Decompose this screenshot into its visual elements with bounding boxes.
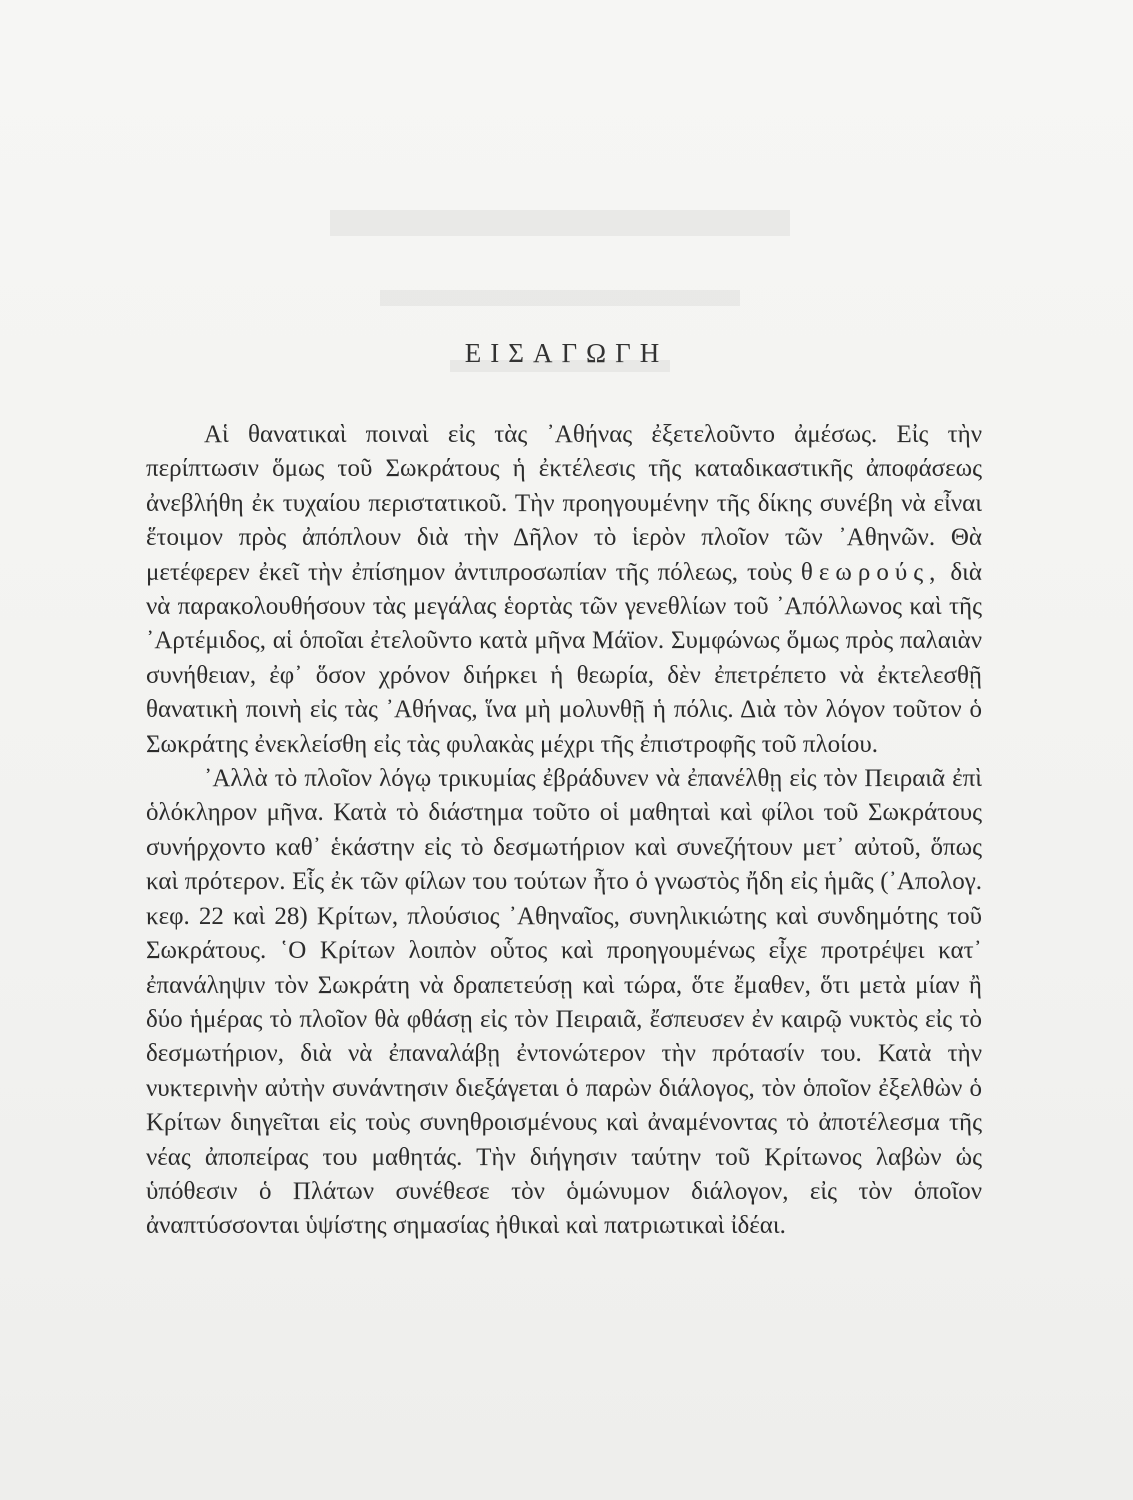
paragraph-1	[146, 418, 982, 762]
page-title: ΕΙΣΑΓΩΓΗ	[464, 338, 669, 368]
show-through-bleed	[300, 170, 820, 430]
paragraph-1-text-a: Αἱ θανατικαὶ ποιναὶ εἰς τὰς ᾿Αθήνας ἐξετελοῦντο ἀμέσως. Εἰς τὴν περίπτωσιν ὅμως τοῦ Σωκράτους ἡ ἐκτέλεσις τῆς καταδικαστικῆς ἀποφάσεως ἀνεβλήθη ἐκ τυχαίου περιστατικοῦ. Τὴν προηγουμένην τῆς δίκης συνέβη νὰ εἶναι ἕτοιμον πρὸς ἀπόπλουν διὰ τὴν Δῆλον τὸ ἱερὸν πλοῖον τῶν ᾿Αθηνῶν. Θὰ μετέφερεν ἐκεῖ τὴν ἐπίσημον ἀντιπροσωπίαν τῆς πόλεως, τοὺς	[146, 421, 982, 586]
body-text	[146, 418, 982, 1244]
spaced-word-theorous: θεωρούς,	[800, 558, 942, 586]
paragraph-1-text-b: διὰ νὰ παρακολουθήσουν τὰς μεγάλας ἑορτὰς τῶν γενεθλίων τοῦ ᾿Απόλλωνος καὶ τῆς ᾿Αρτέμιδος, αἱ ὁποῖαι ἐτελοῦντο κατὰ μῆνα Μάϊον. Συμφώνως ὅμως πρὸς παλαιὰν συνήθειαν, ἐφ᾿ ὅσον χρόνον διήρκει ἡ θεωρία, δὲν ἐπετρέπετο νὰ ἐκτελεσθῇ θανατικὴ ποινὴ εἰς τὰς ᾿Αθήνας, ἵνα μὴ μολυνθῇ ἡ πόλις. Διὰ τὸν λόγον τοῦτον ὁ Σωκράτης ἐνεκλείσθη εἰς τὰς φυλακὰς μέχρι τῆς ἐπιστροφῆς τοῦ πλοίου.	[146, 558, 983, 758]
paragraph-2: ᾿Αλλὰ τὸ πλοῖον λόγῳ τρικυμίας ἐβράδυνεν νὰ ἐπανέλθῃ εἰς τὸν Πειραιᾶ ἐπὶ ὁλόκληρον μῆνα. Κατὰ τὸ διάστημα τοῦτο οἱ μαθηταὶ καὶ φίλοι τοῦ Σωκράτους συνήρχοντο καθ᾿ ἑκάστην εἰς τὸ δεσμωτήριον καὶ συνεζήτουν μετ᾿ αὐτοῦ, ὅπως καὶ πρότερον. Εἷς ἐκ τῶν φίλων του τούτων ἦτο ὁ γνωστὸς ἤδη εἰς ἡμᾶς (᾿Απολογ. κεφ. 22 καὶ 28) Κρίτων, πλούσιος ᾿Αθηναῖος, συνηλικιώτης καὶ συνδημότης τοῦ Σωκράτους. ῾Ο Κρίτων λοιπὸν οὗτος καὶ προηγουμένως εἶχε προτρέψει κατ᾿ ἐπανάληψιν τὸν Σωκράτη νὰ δραπετεύσῃ καὶ τώρα, ὅτε ἔμαθεν, ὅτι μετὰ μίαν ἢ δύο ἡμέρας τὸ πλοῖον θὰ φθάσῃ εἰς τὸν Πειραιᾶ, ἔσπευσεν ἐν καιρῷ νυκτὸς εἰς τὸ δεσμωτήριον, διὰ νὰ ἐπαναλάβῃ ἐντονώτερον τὴν πρότασίν του. Κατὰ τὴν νυκτερινὴν αὐτὴν συνάντησιν διεξάγεται ὁ παρὼν διάλογος, τὸν ὁποῖον ἐξελθὼν ὁ Κρίτων διηγεῖται εἰς τοὺς συνηθροισμένους καὶ ἀναμένοντας τὸ ἀποτέλεσμα τῆς νέας ἀποπείρας του μαθητάς. Τὴν διήγησιν ταύτην τοῦ Κρίτωνος λαβὼν ὡς ὑπόθεσιν ὁ Πλάτων συνέθεσε τὸν ὁμώνυμον διάλογον, εἰς τὸν ὁποῖον ἀναπτύσσονται ὑψίστης σημασίας ἠθικαὶ καὶ πατριωτικαὶ ἰδέαι.	[146, 765, 982, 1240]
